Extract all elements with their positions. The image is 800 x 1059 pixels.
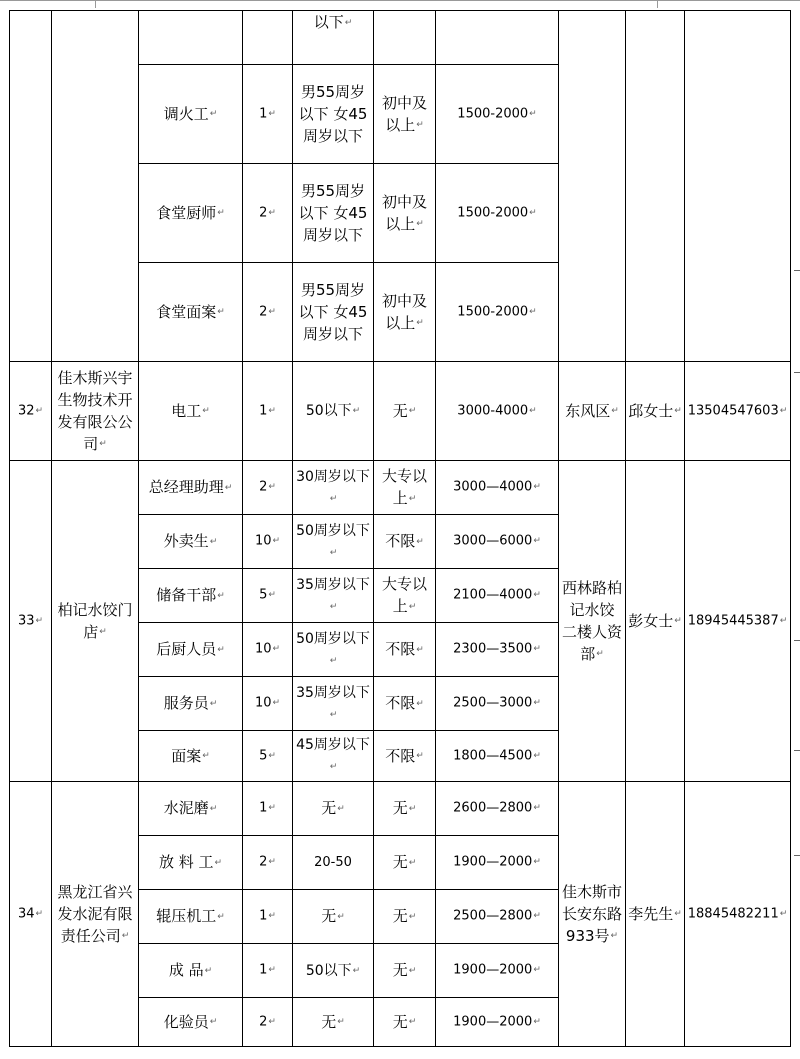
row-number-cell: 34↵ — [10, 782, 52, 1047]
salary-cell: 2500—3000↵ — [436, 677, 559, 731]
row-number-cell: 33↵ — [10, 461, 52, 782]
phone-cell — [685, 11, 791, 362]
salary-cell: 2500—2800↵ — [436, 890, 559, 944]
job-title-cell: 服务员↵ — [139, 677, 243, 731]
salary-cell: 1900—2000↵ — [436, 944, 559, 998]
contact-cell — [626, 11, 685, 362]
age-cell: 男55周岁以下 女45周岁以下 — [293, 263, 374, 362]
salary-cell: 1800—4500↵ — [436, 731, 559, 782]
address-cell — [559, 11, 626, 362]
job-title-cell: 放 料 工↵ — [139, 836, 243, 890]
company-cell: 佳木斯兴宇生物技术开发有限公公司↵ — [52, 362, 139, 461]
education-cell: 无↵ — [374, 836, 436, 890]
age-cell: 50周岁以下↵ — [293, 623, 374, 677]
education-cell: 大专以上↵ — [374, 569, 436, 623]
age-cell: 男55周岁以下 女45周岁以下 — [293, 65, 374, 164]
company-cell — [52, 11, 139, 362]
margin-mark — [794, 270, 800, 271]
table-row — [10, 782, 791, 836]
education-cell: 无↵ — [374, 890, 436, 944]
salary-cell: 1900—2000↵ — [436, 836, 559, 890]
headcount-cell: 5↵ — [243, 569, 293, 623]
salary-cell: 2600—2800↵ — [436, 782, 559, 836]
page-top-edge — [0, 0, 800, 1]
job-listing-table — [9, 10, 791, 1047]
education-cell: 不限↵ — [374, 623, 436, 677]
education-cell: 大专以上↵ — [374, 461, 436, 515]
headcount-cell: 1↵ — [243, 890, 293, 944]
job-title-cell: 储备干部↵ — [139, 569, 243, 623]
education-cell: 不限↵ — [374, 515, 436, 569]
salary-cell — [436, 11, 559, 65]
age-cell: 男55周岁以下 女45周岁以下 — [293, 164, 374, 263]
phone-cell: 18845482211↵ — [685, 782, 791, 1047]
education-cell: 无↵ — [374, 362, 436, 461]
table-row — [10, 461, 791, 515]
headcount-cell: 10↵ — [243, 677, 293, 731]
salary-cell: 3000—6000↵ — [436, 515, 559, 569]
education-cell: 无↵ — [374, 782, 436, 836]
job-title-cell: 面案↵ — [139, 731, 243, 782]
job-title-cell: 总经理助理↵ — [139, 461, 243, 515]
headcount-cell: 2↵ — [243, 998, 293, 1047]
salary-cell: 1500-2000↵ — [436, 65, 559, 164]
job-title-cell: 电工↵ — [139, 362, 243, 461]
ruler-mark — [95, 0, 96, 8]
education-cell: 不限↵ — [374, 731, 436, 782]
margin-mark — [794, 372, 800, 373]
job-title-cell: 成 品↵ — [139, 944, 243, 998]
contact-cell: 彭女士↵ — [626, 461, 685, 782]
age-cell: 35周岁以下↵ — [293, 677, 374, 731]
headcount-cell — [243, 11, 293, 65]
job-title-cell: 外卖生↵ — [139, 515, 243, 569]
salary-cell: 1900—2000↵ — [436, 998, 559, 1047]
headcount-cell: 10↵ — [243, 515, 293, 569]
age-cell: 50周岁以下↵ — [293, 515, 374, 569]
phone-cell: 13504547603↵ — [685, 362, 791, 461]
education-cell: 初中及以上↵ — [374, 65, 436, 164]
age-cell: 45周岁以下↵ — [293, 731, 374, 782]
age-cell: 无↵ — [293, 890, 374, 944]
phone-cell: 18945445387↵ — [685, 461, 791, 782]
contact-cell: 李先生↵ — [626, 782, 685, 1047]
job-title-cell: 辊压机工↵ — [139, 890, 243, 944]
age-cell: 35周岁以下↵ — [293, 569, 374, 623]
headcount-cell: 10↵ — [243, 623, 293, 677]
row-number-cell: 32↵ — [10, 362, 52, 461]
contact-cell: 邱女士↵ — [626, 362, 685, 461]
age-cell: 以下↵ — [293, 11, 374, 65]
job-title-cell: 调火工↵ — [139, 65, 243, 164]
headcount-cell: 2↵ — [243, 461, 293, 515]
age-cell: 20-50 — [293, 836, 374, 890]
job-title-cell — [139, 11, 243, 65]
age-cell: 50以下↵ — [293, 944, 374, 998]
job-title-cell: 后厨人员↵ — [139, 623, 243, 677]
salary-cell: 2300—3500↵ — [436, 623, 559, 677]
job-title-cell: 食堂厨师↵ — [139, 164, 243, 263]
education-cell: 初中及以上↵ — [374, 263, 436, 362]
salary-cell: 3000-4000↵ — [436, 362, 559, 461]
headcount-cell: 1↵ — [243, 782, 293, 836]
headcount-cell: 1↵ — [243, 944, 293, 998]
salary-cell: 2100—4000↵ — [436, 569, 559, 623]
headcount-cell: 2↵ — [243, 836, 293, 890]
company-cell: 黑龙江省兴发水泥有限责任公司↵ — [52, 782, 139, 1047]
job-title-cell: 食堂面案↵ — [139, 263, 243, 362]
headcount-cell: 1↵ — [243, 362, 293, 461]
address-cell: 佳木斯市长安东路933号↵ — [559, 782, 626, 1047]
job-title-cell: 水泥磨↵ — [139, 782, 243, 836]
salary-cell: 3000—4000↵ — [436, 461, 559, 515]
row-number-cell — [10, 11, 52, 362]
address-cell: 西林路柏记水饺 二楼人资部↵ — [559, 461, 626, 782]
company-cell: 柏记水饺门店↵ — [52, 461, 139, 782]
age-cell: 无↵ — [293, 782, 374, 836]
headcount-cell: 2↵ — [243, 263, 293, 362]
education-cell: 无↵ — [374, 998, 436, 1047]
salary-cell: 1500-2000↵ — [436, 263, 559, 362]
table-row — [10, 11, 791, 65]
education-cell: 无↵ — [374, 944, 436, 998]
headcount-cell: 1↵ — [243, 65, 293, 164]
margin-mark — [794, 855, 800, 856]
salary-cell: 1500-2000↵ — [436, 164, 559, 263]
headcount-cell: 5↵ — [243, 731, 293, 782]
margin-mark — [794, 750, 800, 751]
job-title-cell: 化验员↵ — [139, 998, 243, 1047]
education-cell: 初中及以上↵ — [374, 164, 436, 263]
education-cell: 不限↵ — [374, 677, 436, 731]
education-cell — [374, 11, 436, 65]
headcount-cell: 2↵ — [243, 164, 293, 263]
age-cell: 50以下↵ — [293, 362, 374, 461]
age-cell: 30周岁以下↵ — [293, 461, 374, 515]
table-row — [10, 362, 791, 461]
ruler-mark — [657, 0, 658, 8]
address-cell: 东风区↵ — [559, 362, 626, 461]
margin-mark — [794, 640, 800, 641]
age-cell: 无↵ — [293, 998, 374, 1047]
